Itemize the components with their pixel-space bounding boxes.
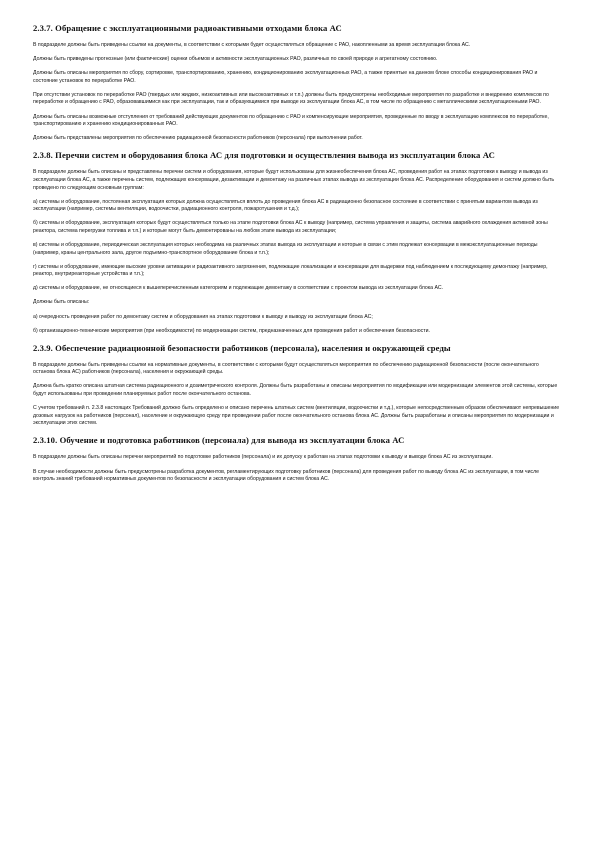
paragraph: В подразделе должны быть приведены ссылки на документы, в соответствии с которыми будет осуществляться обращение с РАО, накопленными за время эксплуатации блока АС. (33, 42, 471, 48)
paragraph: В подразделе должны быть приведены ссылки на нормативные документы, в соответствии с которыми будут осуществляться мероприятия по обеспечению радиационной безопасности (после окончательного останова блока АС) работников (персонала), населения и окружающей среды. (33, 361, 539, 376)
paragraph: а) очередность проведения работ по демонтажу систем и оборудования на этапах подготовки к выводу и выводу из эксплуатации блока АС; (33, 313, 373, 320)
paragraph: В случае необходимости должны быть предусмотрены разработка документов, регламентирующих подготовку работников (персонала) для проведения работ по выводу блока АС из эксплуатации, в том числе контроль знаний требований нормативных документов по безопасности и эксплуатации оборудования и систем блока АС. (33, 468, 540, 483)
paragraph: Должны быть приведены прогнозные (или фактические) оценки объемов и активности эксплуатационных РАО, различных по своей природе и агрегатному состоянию. (33, 56, 438, 63)
section-2-3-10 (33, 434, 562, 483)
paragraph: В подразделе должны быть описаны и представлены перечни систем и оборудования, которые будут использованы для жизнеобеспечения блока АС, проведения работ на этапах подготовки к выводу и вывода из эксплуатации блока АС, а также перечень систем, подлежащих консервации, дезактивации и демонтажу на различных этапах вывода из эксплуатации блока АС. Распределение оборудования и систем должно быть проведено по следующим основным группам: (33, 169, 555, 191)
paragraph: а) системы и оборудование, постоянная эксплуатация которых должна осуществляться вплоть до проведения блока АС в радиационно безопасное состояние в соответствии с принятым вариантом вывода из эксплуатации (например, системы вентиляции, водоочистки, радиационного контроля, пожаротушения и т.д.); (33, 198, 538, 213)
section-2-3-8 (33, 149, 562, 335)
paragraph: в) системы и оборудование, периодическая эксплуатация которых необходима на различных этапах вывода из эксплуатации и которые в связи с этим подлежат консервации в межэксплуатационные периоды (например, краны центрального зала, другое подъемно-транспортное оборудование блока и т.п.); (33, 242, 538, 256)
paragraph: Должны быть описаны мероприятия по сбору, сортировке, транспортированию, хранению, кондиционированию эксплуатационных РАО, а также принятые на данном блоке способы кондиционирования РАО и состояние установок по переработке РАО. (33, 70, 538, 84)
paragraph: Должны быть описаны возможные отступления от требований действующих документов по обращению с РАО и компенсирующие мероприятия, проведенные по вводу в эксплуатацию комплексов по переработке, транспортированию и хранению кондиционированных РАО. (33, 113, 549, 128)
section-heading: 2.3.9. Обеспечение радиационной безопасности работников (персонала), населения и окружающей среды (33, 342, 451, 353)
section-2-3-9 (33, 342, 562, 428)
paragraph: Должны быть описаны: (33, 299, 90, 306)
paragraph: Должны быть представлены мероприятия по обеспечению радиационной безопасности работников (персонала) при выполнении работ. (33, 135, 363, 142)
paragraph: При отсутствии установок по переработке РАО (твердых или жидких, низкоактивных или высокоактивных и т.п.) должны быть предусмотрены необходимые мероприятия по разработке и внедрению комплексов по переработке и обращению с РАО, образовавшимися как при эксплуатации, так и образующимися при выводе из эксплуатации блока АС, в том числе по обращению с металлическими эксплуатационными РАО. (33, 91, 549, 106)
paragraph: В подразделе должны быть описаны перечни мероприятий по подготовке работников (персонала) и их допуску к работам на этапах подготовки к выводу и выводе блока АС из эксплуатации. (33, 454, 493, 461)
paragraph: б) организационно-технические мероприятия (при необходимости) по модернизации систем, предназначенных для проведения работ и обеспечения безопасности. (33, 327, 430, 334)
paragraph: б) системы и оборудование, эксплуатация которых будут осуществляться только на этапе подготовки блока АС к выводу (например, система управления и защиты, система аварийного охлаждения активной зоны реактора, система перегрузки топлива и т.п.) и которые могут быть демонтированы на любом этапе вывода из эксплуатации; (33, 220, 548, 234)
section-heading: 2.3.7. Обращение с эксплуатационными радиоактивными отходами блока АС (33, 23, 342, 33)
section-heading: 2.3.8. Перечни систем и оборудования блока АС для подготовки и осуществления вывода из эксплуатации блока АС (33, 150, 495, 161)
paragraph: С учетом требований п. 2.3.8 настоящих Требований должно быть определено и описано перечень штатных систем (вентиляции, водоочистки и т.д.), которые непосредственным образом обеспечивают непревышение дозовых нагрузок на работников (персонал), население и окружающую среду при проведении работ после окончательного останова блока АС. Должны быть разработаны и описаны мероприятия по модернизации и эксплуатации этих систем. (33, 405, 560, 427)
section-2-3-7 (33, 22, 562, 143)
paragraph: Должна быть кратко описана штатная система радиационного и дозиметрического контроля. Должны быть разработаны и описаны мероприятия по модификации или модернизации элементов этой системы, которые будут использованы при проведении планируемых работ после окончательного останова. (33, 383, 558, 398)
paragraph: г) системы и оборудование, имеющие высокие уровни активации и радиоактивного загрязнения, подлежащие локализации и консервации для выдержки под наблюдением к последующему демонтажу (например, реактор, внутриреакторные устройства и т.п.); (33, 263, 548, 278)
paragraph: д) системы и оборудование, не относящиеся к вышеперечисленным категориям и подлежащие демонтажу в соответствии с проектом вывода из эксплуатации блока АС. (33, 285, 444, 292)
section-heading: 2.3.10. Обучение и подготовка работников (персонала) для вывода из эксплуатации блока АС (33, 435, 405, 446)
